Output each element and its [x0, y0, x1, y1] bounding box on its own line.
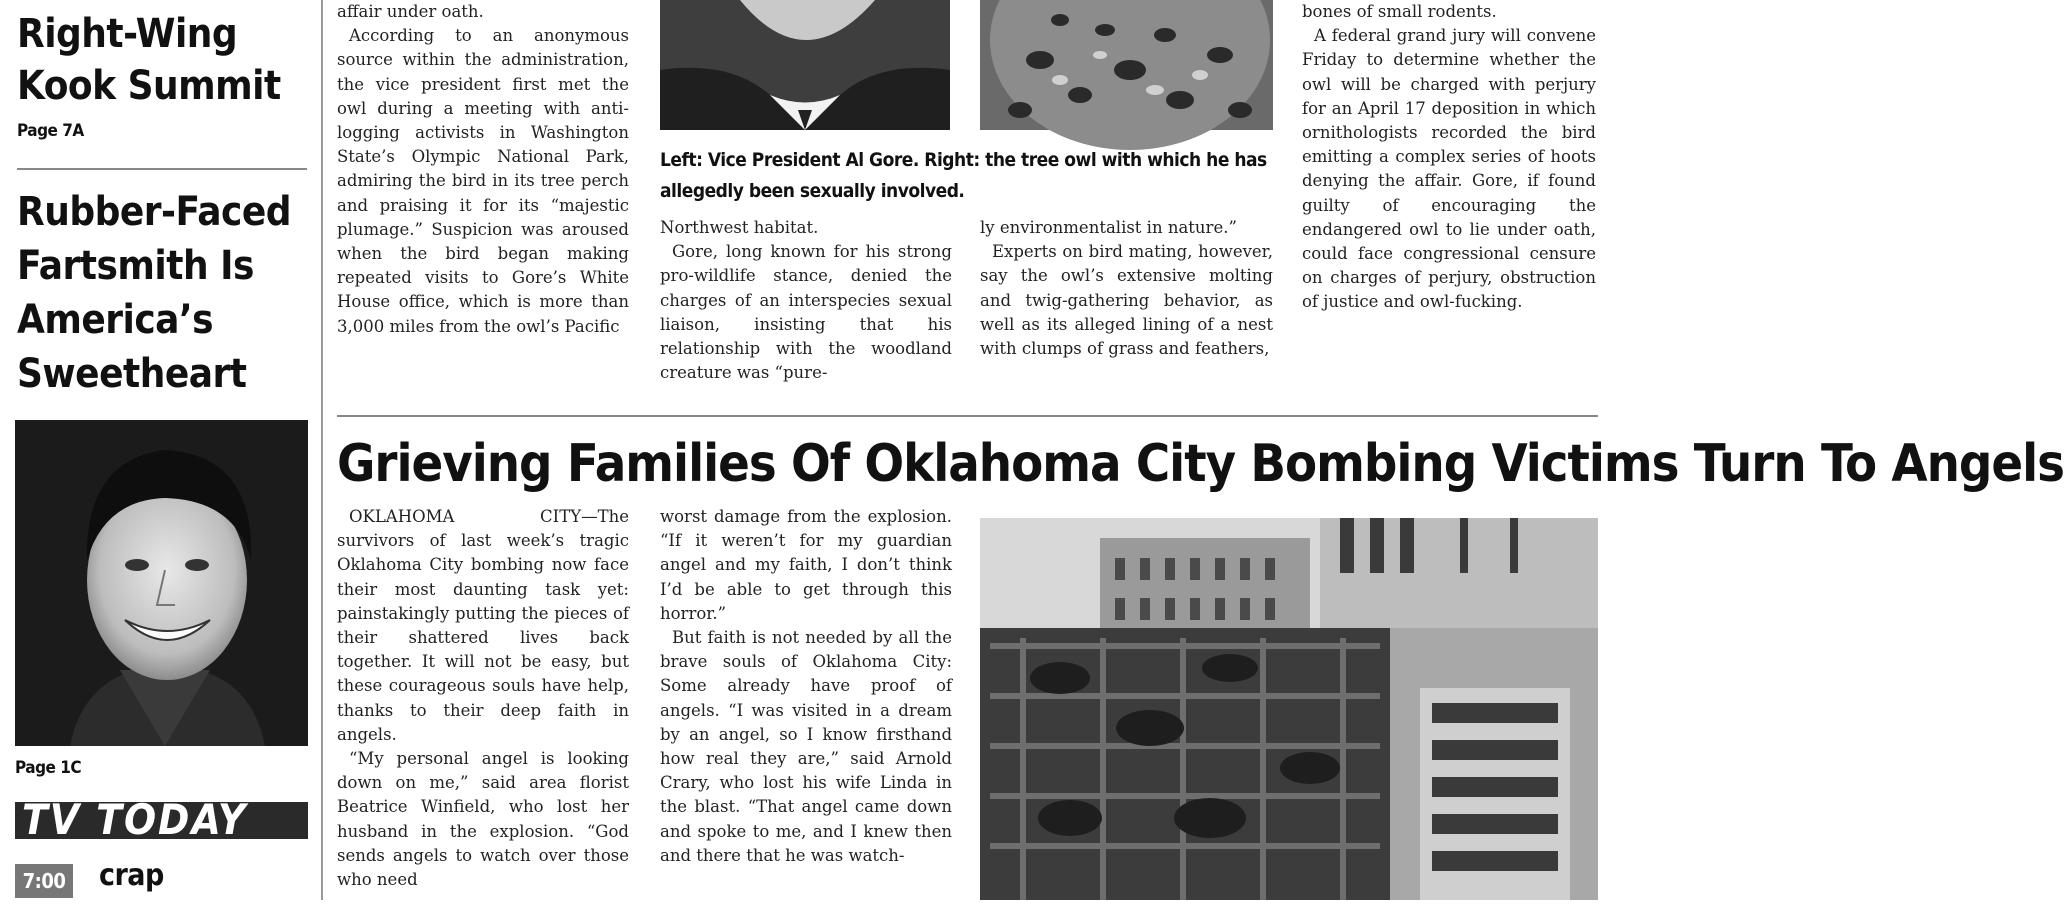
gore-photo	[660, 0, 950, 130]
paragraph: Experts on bird mating, however, say the owl’s extensive molting and twig-gathering behavior, as well as its alleged lining of a nest with clumps of grass and feathers,	[980, 242, 1273, 359]
tv-show-name: crap	[99, 858, 164, 893]
photo-caption: Left: Vice President Al Gore. Right: the tree owl with which he has allegedly been sexually involved.	[660, 149, 1267, 202]
paragraph: According to an anonymous source within the administration, the vice president first met the owl during a meeting with anti-logging activists in Washington State’s Olympic National Park, admiring the bird in its tree perch and praising it for its “majestic plumage.” Suspicion was aroused when the bird began making repeated visits to Gore’s White House office, which is more than 3,000 miles from the owl’s Pacific	[337, 26, 629, 336]
owl-photo-illustration	[980, 0, 1273, 130]
paragraph: But faith is not needed by all the brave souls of Oklahoma City: Some already have proof of angels. “I was visited in a dream by an angel, so I know firsthand how real they are,” said Arnold Crary, who lost his wife Linda in the blast. “That angel came down and spoke to me, and I knew then and there that he was watch-	[660, 628, 952, 865]
tv-time-slot: 7:00	[15, 864, 73, 898]
paragraph: affair under oath.	[337, 2, 484, 21]
paragraph: bones of small rodents.	[1302, 2, 1497, 21]
gore-photo-illustration	[660, 0, 950, 130]
owl-photo	[980, 0, 1273, 130]
okc-headline[interactable]: Grieving Families Of Oklahoma City Bombing Victims Turn To Angels	[337, 434, 2064, 494]
paragraph: A federal grand jury will convene Friday to determine whether the owl will be charged with perjury for an April 17 deposition in which ornithologists recorded the bird emitting a complex series of hoots denying the affair. Gore, if found guilty of encouraging the endangered owl to lie under oath, could face congressional censure on charges of perjury, obstruction of justice and owl-fucking.	[1302, 26, 1596, 312]
okc-story-column-2	[660, 505, 952, 900]
paragraph: “My personal angel is looking down on me,” said area florist Beatrice Winfield, who lost her husband in the explosion. “God sends angels to watch over those who need	[337, 749, 629, 890]
gore-story-column-4	[1302, 0, 1596, 390]
gore-story-column-3	[980, 216, 1273, 390]
sidebar	[0, 0, 316, 900]
sidebar-page-ref-1: Page 7A	[17, 121, 84, 141]
building-illustration	[980, 518, 1598, 900]
paragraph: OKLAHOMA CITY—The survivors of last week’s tragic Oklahoma City bombing now face their most daunting task yet: painstakingly putting the pieces of their shattered lives back together. It will not be easy, but these courageous souls have help, thanks to their deep faith in angels.	[337, 507, 629, 744]
paragraph: ly environmentalist in nature.”	[980, 218, 1237, 237]
gore-story-column-1	[337, 0, 629, 390]
paragraph: Gore, long known for his strong pro-wildlife stance, denied the charges of an interspecies sexual liaison, insisting that his relationship with the woodland creature was “pure-	[660, 242, 952, 383]
sidebar-headline-kook-summit[interactable]: Right-Wing Kook Summit	[17, 11, 281, 109]
portrait-photo	[15, 420, 308, 746]
okc-story-column-1	[337, 505, 629, 900]
bombed-building-photo	[980, 518, 1598, 900]
paragraph: Northwest habitat.	[660, 218, 819, 237]
sidebar-page-ref-2: Page 1C	[15, 758, 82, 778]
gore-story-column-2	[660, 216, 952, 390]
sidebar-headline-fartsmith[interactable]: Rubber-Faced Fartsmith Is America’s Sweetheart	[17, 189, 291, 397]
paragraph: worst damage from the explosion. “If it weren’t for my guardian angel and my faith, I don’t think I’d be able to get through this horror.”	[660, 507, 952, 623]
portrait-illustration	[15, 420, 308, 746]
section-divider	[337, 415, 1598, 417]
sidebar-divider	[17, 168, 307, 170]
tv-today-title: TV TODAY	[22, 795, 248, 844]
column-divider	[321, 0, 323, 900]
